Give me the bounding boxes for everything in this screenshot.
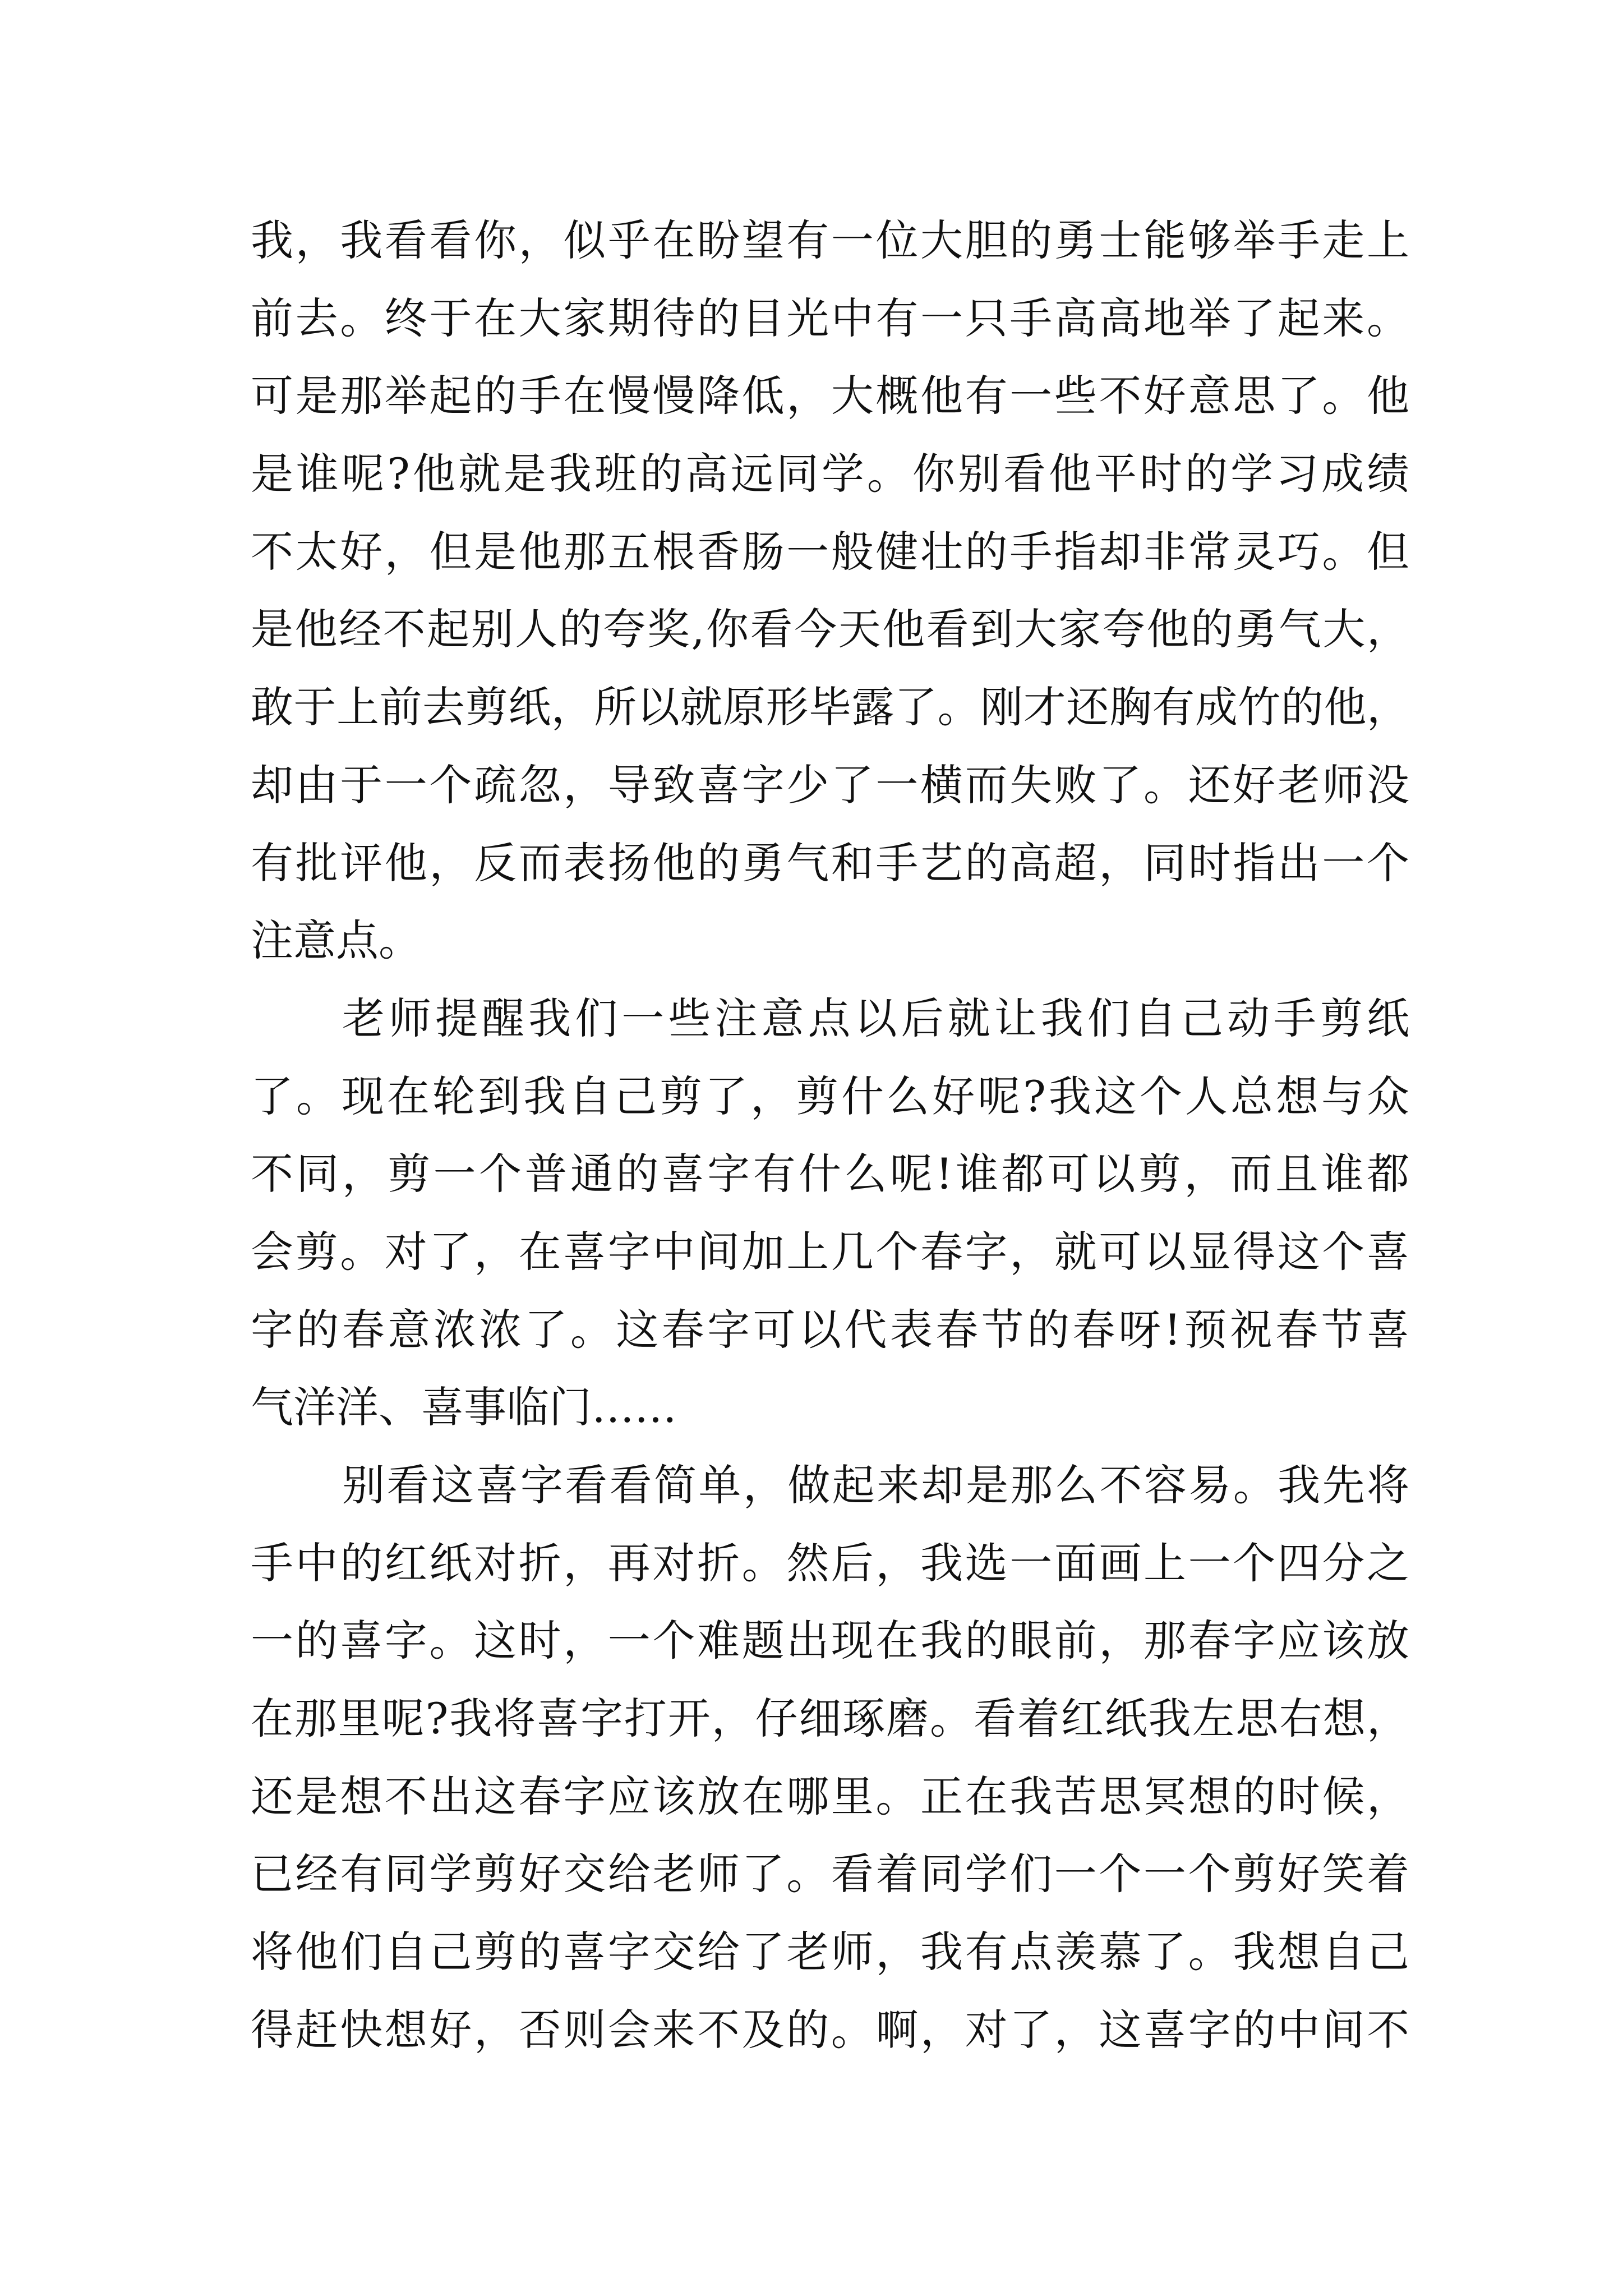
text-line: 注意点。 bbox=[251, 915, 421, 966]
text-line: 气洋洋、喜事临门…… bbox=[251, 1382, 677, 1433]
text-line: 是他经不起别人的夸奖,你看今天他看到大家夸他的勇气大， bbox=[251, 604, 1409, 655]
text-line: 有批评他，反而表扬他的勇气和手艺的高超，同时指出一个 bbox=[251, 838, 1409, 888]
text-line: 敢于上前去剪纸，所以就原形毕露了。刚才还胸有成竹的他， bbox=[251, 682, 1409, 733]
text-line: 却由于一个疏忽，导致喜字少了一横而失败了。还好老师没 bbox=[251, 760, 1409, 810]
text-line: 我，我看看你，似乎在盼望有一位大胆的勇士能够举手走上 bbox=[251, 215, 1409, 265]
text-line: 将他们自己剪的喜字交给了老师，我有点羡慕了。我想自己 bbox=[251, 1927, 1409, 1977]
document-body bbox=[251, 202, 1409, 2069]
text-line: 老师提醒我们一些注意点以后就让我们自己动手剪纸 bbox=[342, 993, 1409, 1043]
text-line: 是谁呢?他就是我班的高远同学。你别看他平时的学习成绩 bbox=[251, 449, 1409, 499]
text-line: 不同，剪一个普通的喜字有什么呢!谁都可以剪，而且谁都 bbox=[251, 1149, 1409, 1199]
text-line: 了。现在轮到我自己剪了，剪什么好呢?我这个人总想与众 bbox=[251, 1071, 1409, 1121]
text-line: 别看这喜字看看简单，做起来却是那么不容易。我先将 bbox=[342, 1460, 1409, 1510]
text-line: 不太好，但是他那五根香肠一般健壮的手指却非常灵巧。但 bbox=[251, 526, 1409, 577]
text-line: 得赶快想好，否则会来不及的。啊，对了，这喜字的中间不 bbox=[251, 2004, 1409, 2055]
paragraph bbox=[251, 1447, 1409, 2069]
text-line: 还是想不出这春字应该放在哪里。正在我苦思冥想的时候， bbox=[251, 1771, 1409, 1821]
paragraph bbox=[251, 980, 1409, 1447]
text-line: 已经有同学剪好交给老师了。看着同学们一个一个剪好笑着 bbox=[251, 1849, 1409, 1899]
text-line: 手中的红纸对折，再对折。然后，我选一面画上一个四分之 bbox=[251, 1538, 1409, 1588]
text-line: 在那里呢?我将喜字打开，仔细琢磨。看着红纸我左思右想， bbox=[251, 1694, 1409, 1744]
text-line: 会剪。对了，在喜字中间加上几个春字，就可以显得这个喜 bbox=[251, 1226, 1409, 1277]
text-line: 可是那举起的手在慢慢降低，大概他有一些不好意思了。他 bbox=[251, 371, 1409, 421]
paragraph bbox=[251, 202, 1409, 980]
text-line: 前去。终于在大家期待的目光中有一只手高高地举了起来。 bbox=[251, 293, 1409, 343]
text-line: 一的喜字。这时，一个难题出现在我的眼前，那春字应该放 bbox=[251, 1616, 1409, 1666]
text-line: 字的春意浓浓了。这春字可以代表春节的春呀!预祝春节喜 bbox=[251, 1304, 1409, 1355]
